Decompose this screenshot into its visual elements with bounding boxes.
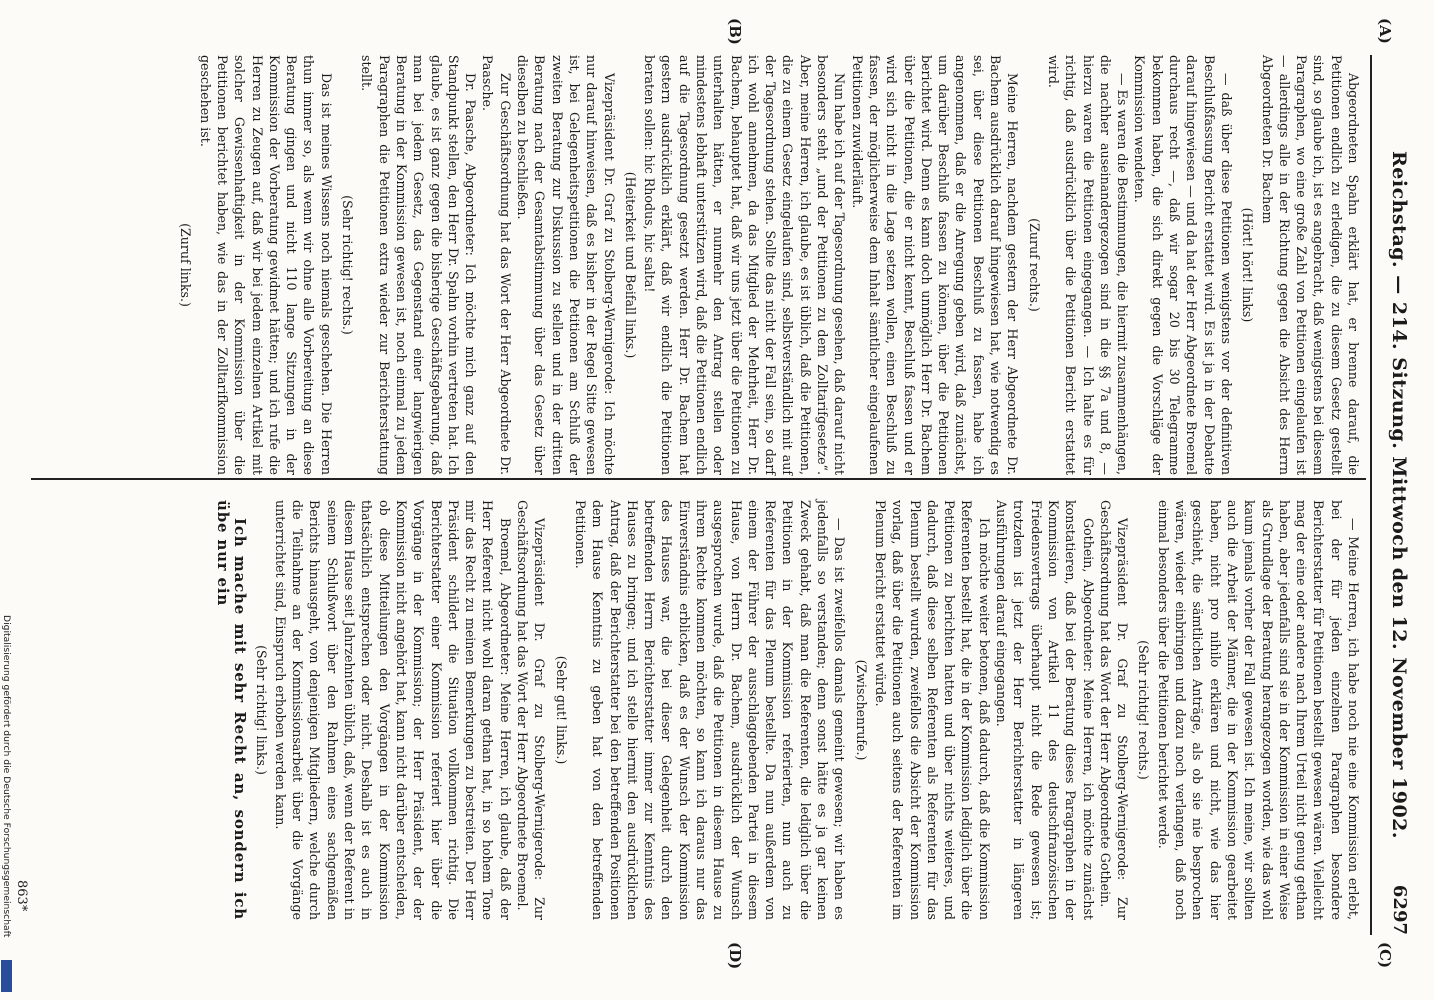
margin-marker-d: (D) (726, 942, 744, 970)
paragraph: Das ist meines Wissens noch niemals geschehen. Die Herren thun immer so, als wenn wir ohne alle Vorbereitung an diese Beratung gingen und nicht 110 lange Sitzungen in der Kommission der Vorberatung gewidmet hätten; und ich rufe die Herren zu Zeugen auf, daß wir bei jedem einzelnen Artikel mit solcher Gewissenhaftigkeit in der Kommission über die Petitionen berichtet haben, wie das in der Zolltarifkommission geschehen ist. (197, 55, 334, 475)
paragraph: Zur Geschäftsordnung hat das Wort der Herr Abgeordnete Dr. Paasche. (480, 55, 513, 475)
paragraph: — Meine Herren, ich habe noch nie eine Kommission erlebt, bei der für jeden einzelnen Paragraphen besondere Berichterstatter für Petitionen bestellt gewesen wären. Vielleicht mag der eine oder andere nach Ihrem Urteil nicht genug gethan haben, aber jedenfalls sind sie in der Kommission in einer Weise als Grundlage der Beratung herangezogen worden, wie das wohl kaum jemals vorher der Fall gewesen ist. Ich meine, wir sollten auch die Arbeit der Männer, die in der Kommission gearbeitet haben, nicht pro nihilo erklären und nicht, wie das hier geschieht, die sämtlichen Anträge, als ob sie nie besprochen wären, wieder einbringen und dazu noch verlangen, daß noch einmal besonders über die Petitionen berichtet werde. (1155, 500, 1361, 920)
paragraph: — Es waren die Bestimmungen, die hiermit zusammenhängen, die nachher auseinandergezogen sind in die §§ 7a und 8, — hierzu waren die Petitionen eingegangen. — Ich halte es für richtig, daß ausdrücklich über die Petitionen Bericht erstattet wird. (1045, 55, 1131, 475)
paragraph: — Das ist zweifellos damals gemeint gewesen; wir haben es jedenfalls so verstanden; denn sonst hätte es ja gar keinen Zweck gehabt, daß man die Referenten, die lediglich über die Petitionen in der Kommission referierten, nun auch zu Referenten für das Plenum bestellte. Da nun außerdem von einem der Führer der ausschlaggebenden Partei in diesem Hause, von Herrn Dr. Bachem, ausdrücklich der Wunsch ausgesprochen wurde, daß die Petitionen in diesem Hause zu ihrem Rechte kommen möchten, so kann ich daraus nur das Einverständnis erblicken, daß es der Wunsch der Kommission des Hauses war, die bei dieser Gelegenheit durch den betreffenden Herrn Berichterstatter immer zur Kenntnis des Hauses zu bringen; und ich stelle hiermit den ausdrücklichen Antrag, daß der Berichterstatter bei den betreffenden Positionen dem Hause Kenntnis zu geben hat von den betreffenden Petitionen. (572, 500, 848, 920)
paragraph: — daß über diese Petitionen wenigstens vor der definitiven Beschlußfassung Bericht erstattet wird. Es ist ja in der Debatte darauf hingewiesen — und da hat der Herr Abgeordnete Broemel durchaus recht —, daß wir sogar 20 bis 30 Telegramme bekommen haben, die sich direkt gegen die Vorschläge der Kommission wendeten. (1132, 55, 1234, 475)
left-column (62, 55, 1362, 475)
interjection: (Heiterkeit und Beifall links.) (622, 171, 638, 359)
paragraph: Vizepräsident Dr. Graf zu Stolberg-Wernigerode: Zur Geschäftsordnung hat das Wort der Herr Abgeordnete Gothein. (1097, 500, 1131, 920)
interjection: (Sehr richtig! rechts.) (340, 195, 356, 335)
paragraph: Nun habe ich auf der Tagesordnung gesehen, daß darauf nicht besonders steht „und der Petitionen zu dem Zolltarifgesetze“. Aber, meine Herren, ich glaube, es ist üblich, daß die Petitionen, die zu einem Gesetz eingelaufen sind, selbstverständlich mit auf der Tagesordnung stehen. Sollte das nicht der Fall sein, so darf ich wohl annehmen, da das Mitglied der Mehrheit, Herr Dr. Bachem, behauptet hat, daß wir uns jetzt über die Petitionen zu unterhalten hätten, er nunmehr den Antrag stellen oder mindestens lebhaft unterstützen wird, daß die Petitionen endlich auf die Tagesordnung gesetzt werden. Herr Dr. Bachem hat gestern ausdrücklich erklärt, daß wir endlich die Petitionen beraten sollen: hic Rhodus, hic salta! (642, 55, 848, 475)
paragraph: Meine Herren, nachdem gestern der Herr Abgeordnete Dr. Bachem ausdrücklich darauf hingewiesen hat, wie notwendig es sei, über diese Petitionen Beschluß zu fassen, habe ich angenommen, daß er die Anregung geben wird, daß zunächst, um darüber Beschluß fassen zu können, über die Petitionen berichtet wird. Denn es kann doch unmöglich Herr Dr. Bachem über die Petitionen, die er nicht kennt, Beschluß fassen und er wird sich nicht in die Lage setzen wollen, einen Beschluß zu fassen, der möglicherweise dem Inhalt sämtlicher eingelaufenen Petitionen zuwiderläuft. (849, 55, 1021, 475)
digitization-credit (0, 615, 12, 1000)
margin-marker-c: (C) (1376, 942, 1394, 969)
interjection: (Zuruf links.) (178, 223, 194, 307)
interjection: (Sehr richtig! rechts.) (1136, 640, 1152, 780)
margin-marker-a: (A) (1376, 18, 1394, 44)
interjection: (Sehr richtig! links.) (253, 645, 269, 775)
header-title: Reichstag. — 214. Sitzung. Mittwoch den 12. November 1902. (1388, 151, 1410, 839)
paragraph: Broemel, Abgeordneter: Meine Herren, ich glaube, daß der Herr Referent nicht wohl daran gethan hat, in so hohem Tone mir das Recht zu meinen Bemerkungen zu bestreiten. Der Herr Präsident schildert die Situation vollkommen richtig. Die Berichterstatter einer Kommission referiert hier über die Vorgänge in der Kommission; der Herr Präsident, der der Kommission nicht angehört hat, kann nicht darüber entscheiden, ob diese Mitteilungen den Vorgängen in der Kommission thatsächlich entsprechen oder nicht. Deshalb ist es auch in diesem Hause seit Jahrzehnten üblich, daß, wenn der Referent in seinem Schlußwort über den Rahmen eines sachgemäßen Berichts hinausgeht, von denjenigen Mitgliedern, welche durch die Teilnahme an der Kommissionsarbeit über die Vorgänge unterrichtet sind, Einspruch erhoben werden kann. (272, 500, 513, 920)
interjection: (Zuruf rechts.) (1026, 218, 1042, 312)
interjection: (Zwischenrufe.) (853, 659, 869, 761)
right-column (62, 500, 1362, 920)
closing-line: Ich mache mit sehr Recht an, sondern ich übe nur ein (214, 500, 250, 920)
page-number: 6297 (1389, 884, 1410, 935)
credit-text: Digitalisierung gefördert durch die Deutsche Forschungsgemeinschaft (1, 615, 12, 938)
paragraph: Abgeordneten Spahn erklärt hat, er brenne darauf, die Petitionen endlich zu erledigen, die zu diesem Gesetz gestellt sind, so glaube ich, ist es angebracht, daß wenigstens bei diesem Paragraphen, wo eine große Zahl von Petitionen eingelaufen ist — allerdings alle in der Richtung gegen die Absicht des Herrn Abgeordneten Dr. Bachem (1259, 55, 1361, 475)
paragraph: Dr. Paasche, Abgeordneter: Ich möchte mich ganz auf den Standpunkt stellen, den Herr Dr. Spahn vorhin vertreten hat. Ich glaube, es ist ganz gegen die bisherige Geschäftsgebarung, daß man bei jedem Gesetz, das Gegenstand einer langwierigen Beratung in der Kommission gewesen ist, noch einmal zu jedem Paragraphen die Petitionen extra wieder zur Berichterstattung stellt. (359, 55, 479, 475)
margin-marker-b: (B) (726, 18, 744, 45)
paragraph: Vizepräsident Dr. Graf zu Stolberg-Wernigerode: Ich möchte nur darauf hinweisen, daß es bisher in der Regel Sitte gewesen ist, bei Gelegenheitspetitionen die Petitionen am Schluß der zweiten Beratung zur Diskussion zu stellen und in der dritten Beratung nach der Gesamtabstimmung über das Gesetz über dieselben zu beschließen. (515, 55, 617, 475)
page-header (1370, 55, 1412, 935)
interjection: (Hört! hört! links) (1240, 207, 1256, 323)
paragraph: Gothein, Abgeordneter: Meine Herren, ich möchte zunächst konstatieren, daß bei der Beratung dieses Paragraphen in der Kommission von Artikel 11 des deutschfranzösischen Friedensvertrags überhaupt nicht die Rede gewesen ist; trotzdem ist jetzt der Herr Berichterstatter in längeren Ausführungen darauf eingegangen. (994, 500, 1096, 920)
column-divider (31, 478, 1366, 480)
paragraph: Ich möchte weiter betonen, daß dadurch, daß die Kommission Referenten bestellt hat, die in der Kommission lediglich über die Petitionen zu berichten hatten und über nichts weiteres, und dadurch, daß diese selben Referenten als Referenten für das Plenum bestellt wurden, zweifellos die Absicht der Kommission vorlag, daß über die Petitionen auch seitens der Referenten im Plenum Bericht erstattet würde. (872, 500, 992, 920)
signature-mark: 863* (14, 880, 29, 912)
interjection: (Sehr gut! links.) (553, 655, 569, 765)
paragraph: Vizepräsident Dr. Graf zu Stolberg-Wernigerode: Zur Geschäftsordnung hat das Wort der Herr Abgeordnete Broemel. (515, 500, 548, 920)
dfg-logo-icon (1, 960, 12, 992)
